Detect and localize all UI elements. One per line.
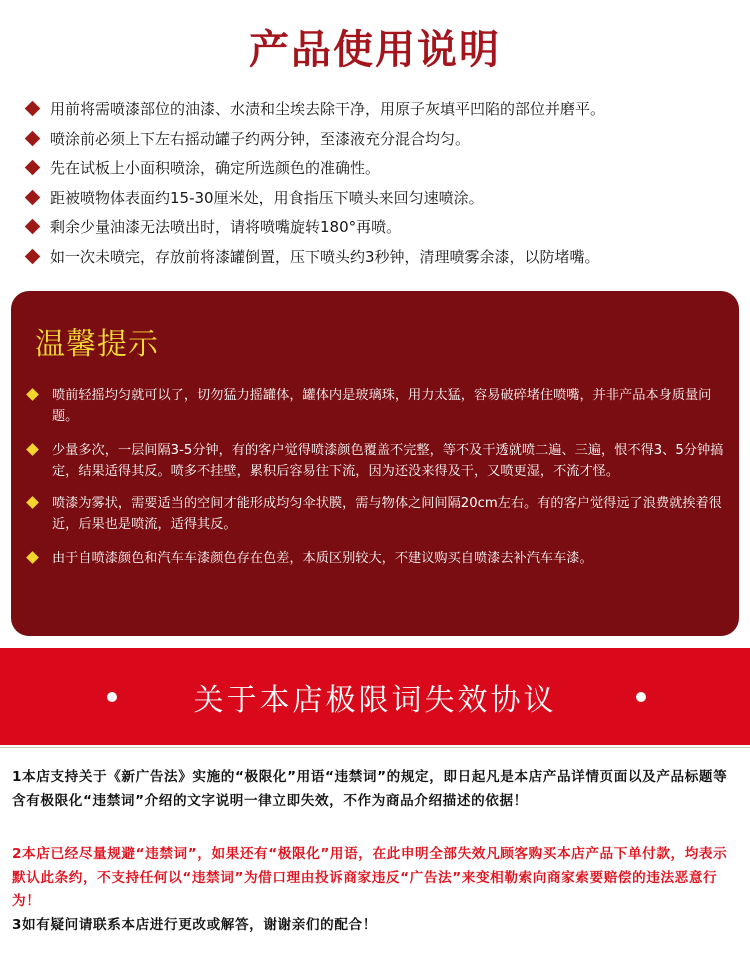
agreement-box bbox=[0, 747, 750, 963]
tips-title: 温馨提示 bbox=[35, 327, 159, 362]
instruction-text: 距被喷物体表面约15-30厘米处，用食指压下喷头来回匀速喷涂。 bbox=[50, 188, 484, 207]
page-title: 产品使用说明 bbox=[249, 27, 501, 73]
instructions-list bbox=[24, 94, 739, 271]
diamond-bullet-icon bbox=[26, 496, 39, 509]
diamond-bullet-icon bbox=[25, 189, 41, 205]
diamond-bullet-icon bbox=[26, 551, 39, 564]
instruction-text: 如一次未喷完，存放前将漆罐倒置，压下喷头约3秒钟，清理喷雾余漆，以防堵嘴。 bbox=[50, 247, 600, 266]
tip-text: 少量多次，一层间隔3-5分钟，有的客户觉得喷漆颜色覆盖不完整，等不及干透就喷二遍、三遍，恨不得3、5分钟搞定，结果适得其反。喷多不挂壁，累积后容易往下流，因为还没来得及干，又喷更湿，不流才怪。 bbox=[52, 443, 724, 479]
dot-icon bbox=[636, 692, 646, 702]
list-item bbox=[25, 493, 729, 535]
diamond-bullet-icon bbox=[25, 160, 41, 176]
agreement-banner bbox=[0, 648, 750, 745]
banner-title: 关于本店极限词失效协议 bbox=[193, 683, 557, 718]
instruction-text: 用前将需喷漆部位的油漆、水渍和尘埃去除干净，用原子灰填平凹陷的部位并磨平。 bbox=[50, 100, 606, 119]
list-item bbox=[24, 212, 739, 242]
agreement-paragraph-3: 3如有疑问请联系本店进行更改或解答，谢谢亲们的配合！ bbox=[12, 917, 377, 933]
list-item bbox=[25, 440, 729, 482]
list-item bbox=[24, 242, 739, 272]
tip-text: 喷前轻摇均匀就可以了，切勿猛力摇罐体，罐体内是玻璃珠，用力太猛，容易破碎堵住喷嘴，并非产品本身质量问题。 bbox=[52, 388, 712, 424]
agreement-paragraph-2: 2本店已经尽量规避“违禁词”，如果还有“极限化”用语，在此申明全部失效凡顾客购买本店产品下单付款，均表示默认此条约，不支持任何以“违禁词”为借口理由投诉商家违反“广告法”来变相勒索向商家索要赔偿的违法恶意行为！ bbox=[12, 846, 728, 909]
list-item bbox=[24, 94, 739, 124]
diamond-bullet-icon bbox=[26, 443, 39, 456]
warm-tips-panel bbox=[11, 291, 739, 636]
agreement-paragraph-1: 1本店支持关于《新广告法》实施的“极限化”用语“违禁词”的规定，即日起凡是本店产品详情页面以及产品标题等含有极限化“违禁词”介绍的文字说明一律立即失效，不作为商品介绍描述的依据！ bbox=[12, 769, 728, 809]
list-item bbox=[24, 153, 739, 183]
instruction-text: 剩余少量油漆无法喷出时，请将喷嘴旋转180°再喷。 bbox=[50, 218, 402, 237]
list-item bbox=[24, 124, 739, 154]
diamond-bullet-icon bbox=[25, 248, 41, 264]
instruction-text: 喷涂前必须上下左右摇动罐子约两分钟，至漆液充分混合均匀。 bbox=[50, 129, 471, 148]
diamond-bullet-icon bbox=[25, 130, 41, 146]
diamond-bullet-icon bbox=[25, 101, 41, 117]
tip-text: 由于自喷漆颜色和汽车车漆颜色存在色差，本质区别较大，不建议购买自喷漆去补汽车车漆。 bbox=[52, 551, 593, 566]
instruction-text: 先在试板上小面积喷涂，确定所选颜色的准确性。 bbox=[50, 159, 381, 178]
list-item bbox=[25, 385, 729, 427]
list-item bbox=[24, 183, 739, 213]
diamond-bullet-icon bbox=[26, 388, 39, 401]
list-item bbox=[25, 548, 729, 569]
diamond-bullet-icon bbox=[25, 219, 41, 235]
tip-text: 喷漆为雾状，需要适当的空间才能形成均匀伞状膜，需与物体之间间隔20cm左右。有的客户觉得远了浪费就挨着很近，后果也是喷流，适得其反。 bbox=[52, 496, 722, 532]
tips-list bbox=[25, 385, 729, 582]
